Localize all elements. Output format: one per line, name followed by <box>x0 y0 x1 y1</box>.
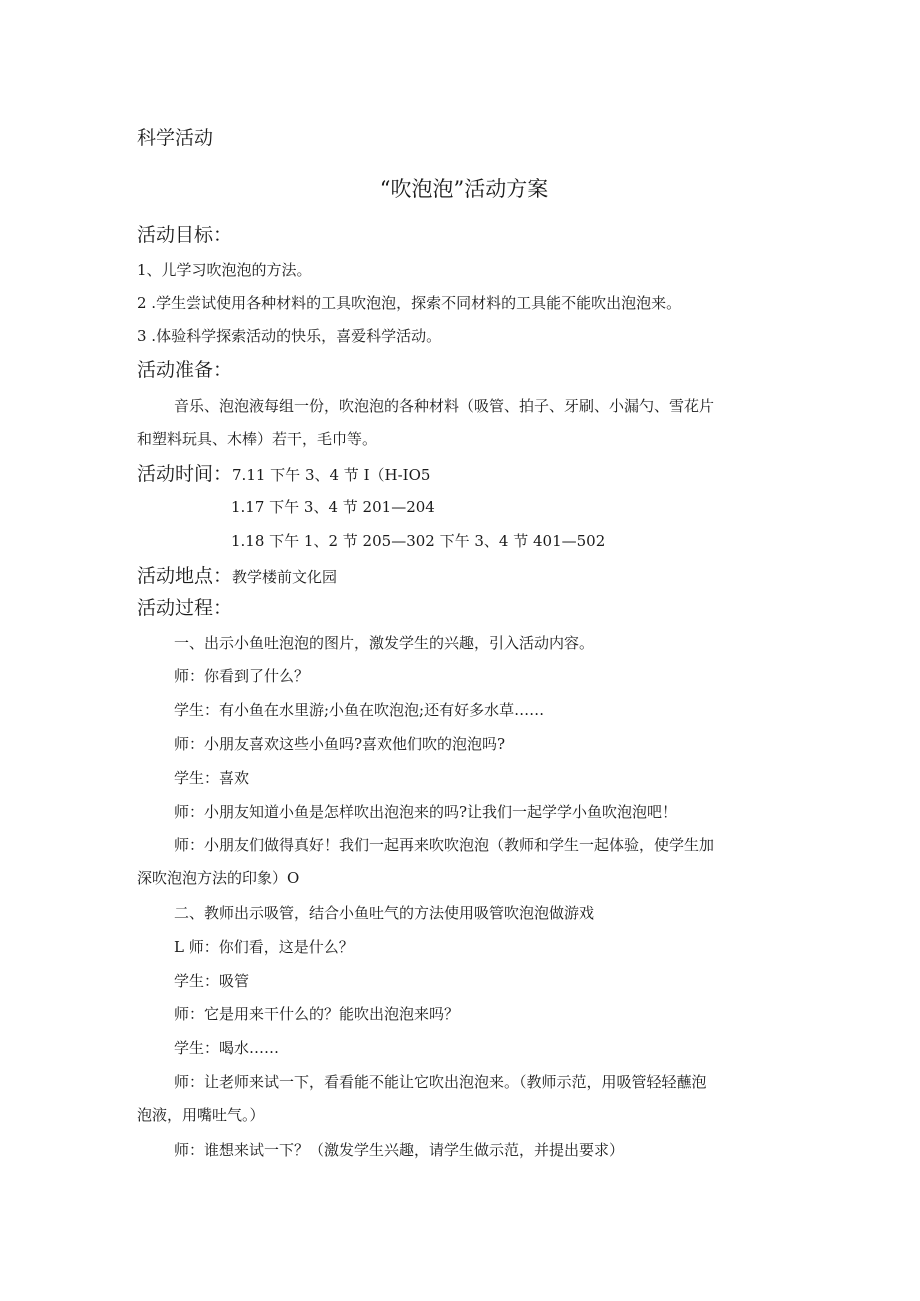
process-line: 学生：有小鱼在水里游;小鱼在吹泡泡;还有好多水草…… <box>174 701 545 719</box>
process-line: 二、教师出示吸管，结合小鱼吐气的方法使用吸管吹泡泡做游戏 <box>174 904 595 922</box>
place-heading: 活动地点： <box>137 565 233 587</box>
time-heading: 活动时间： <box>137 463 233 485</box>
place-row <box>137 564 337 589</box>
category-label: 科学活动 <box>137 127 214 149</box>
process-line: 一、出示小鱼吐泡泡的图片，激发学生的兴趣，引入活动内容。 <box>174 634 595 652</box>
time-value-1: 7.11 下午 3、4 节 I（H-IO5 <box>232 466 431 484</box>
time-value-3: 1.18 下午 1、2 节 205—302 下午 3、4 节 401—502 <box>231 532 606 550</box>
goal-item-2: 2 .学生尝试使用各种材料的工具吹泡泡，探索不同材料的工具能不能吹出泡泡来。 <box>137 294 682 312</box>
process-line: 师：谁想来试一下？（激发学生兴趣，请学生做示范，并提出要求） <box>174 1141 625 1159</box>
prep-text-line-2: 和塑料玩具、木棒）若干，毛巾等。 <box>137 430 378 448</box>
document-title: “吹泡泡”活动方案 <box>379 177 549 201</box>
time-row-1 <box>137 462 430 487</box>
process-line: 师：小朋友知道小鱼是怎样吹出泡泡来的吗?让我们一起学学小鱼吹泡泡吧！ <box>174 803 678 821</box>
goal-item-3: 3 .体验科学探索活动的快乐，喜爱科学活动。 <box>137 327 442 345</box>
process-line: 师：它是用来干什么的？能吹出泡泡来吗？ <box>174 1005 460 1023</box>
process-line: 师：你看到了什么？ <box>174 667 310 685</box>
goals-heading: 活动目标： <box>137 224 233 246</box>
process-line: 泡液，用嘴吐气。） <box>137 1106 265 1124</box>
process-line: 学生：吸管 <box>174 972 250 990</box>
prep-text-line-1: 音乐、泡泡液每组一份，吹泡泡的各种材料（吸管、拍子、牙刷、小漏勺、雪花片 <box>174 397 715 415</box>
process-line: L 师：你们看，这是什么？ <box>174 938 354 956</box>
time-value-2: 1.17 下午 3、4 节 201—204 <box>231 498 435 516</box>
process-line: 深吹泡泡方法的印象）O <box>137 869 300 887</box>
prep-heading: 活动准备： <box>137 359 233 381</box>
process-line: 学生：喝水…… <box>174 1039 280 1057</box>
process-heading: 活动过程： <box>137 597 233 619</box>
process-line: 师：小朋友喜欢这些小鱼吗?喜欢他们吹的泡泡吗? <box>174 735 506 753</box>
place-value: 教学楼前文化园 <box>232 568 338 586</box>
goal-item-1: 1、儿学习吹泡泡的方法。 <box>137 261 312 279</box>
process-line: 师：小朋友们做得真好！我们一起再来吹吹泡泡（教师和学生一起体验，使学生加 <box>174 836 715 854</box>
process-line: 师：让老师来试一下，看看能不能让它吹出泡泡来。（教师示范，用吸管轻轻蘸泡 <box>174 1073 707 1091</box>
process-line: 学生：喜欢 <box>174 769 250 787</box>
